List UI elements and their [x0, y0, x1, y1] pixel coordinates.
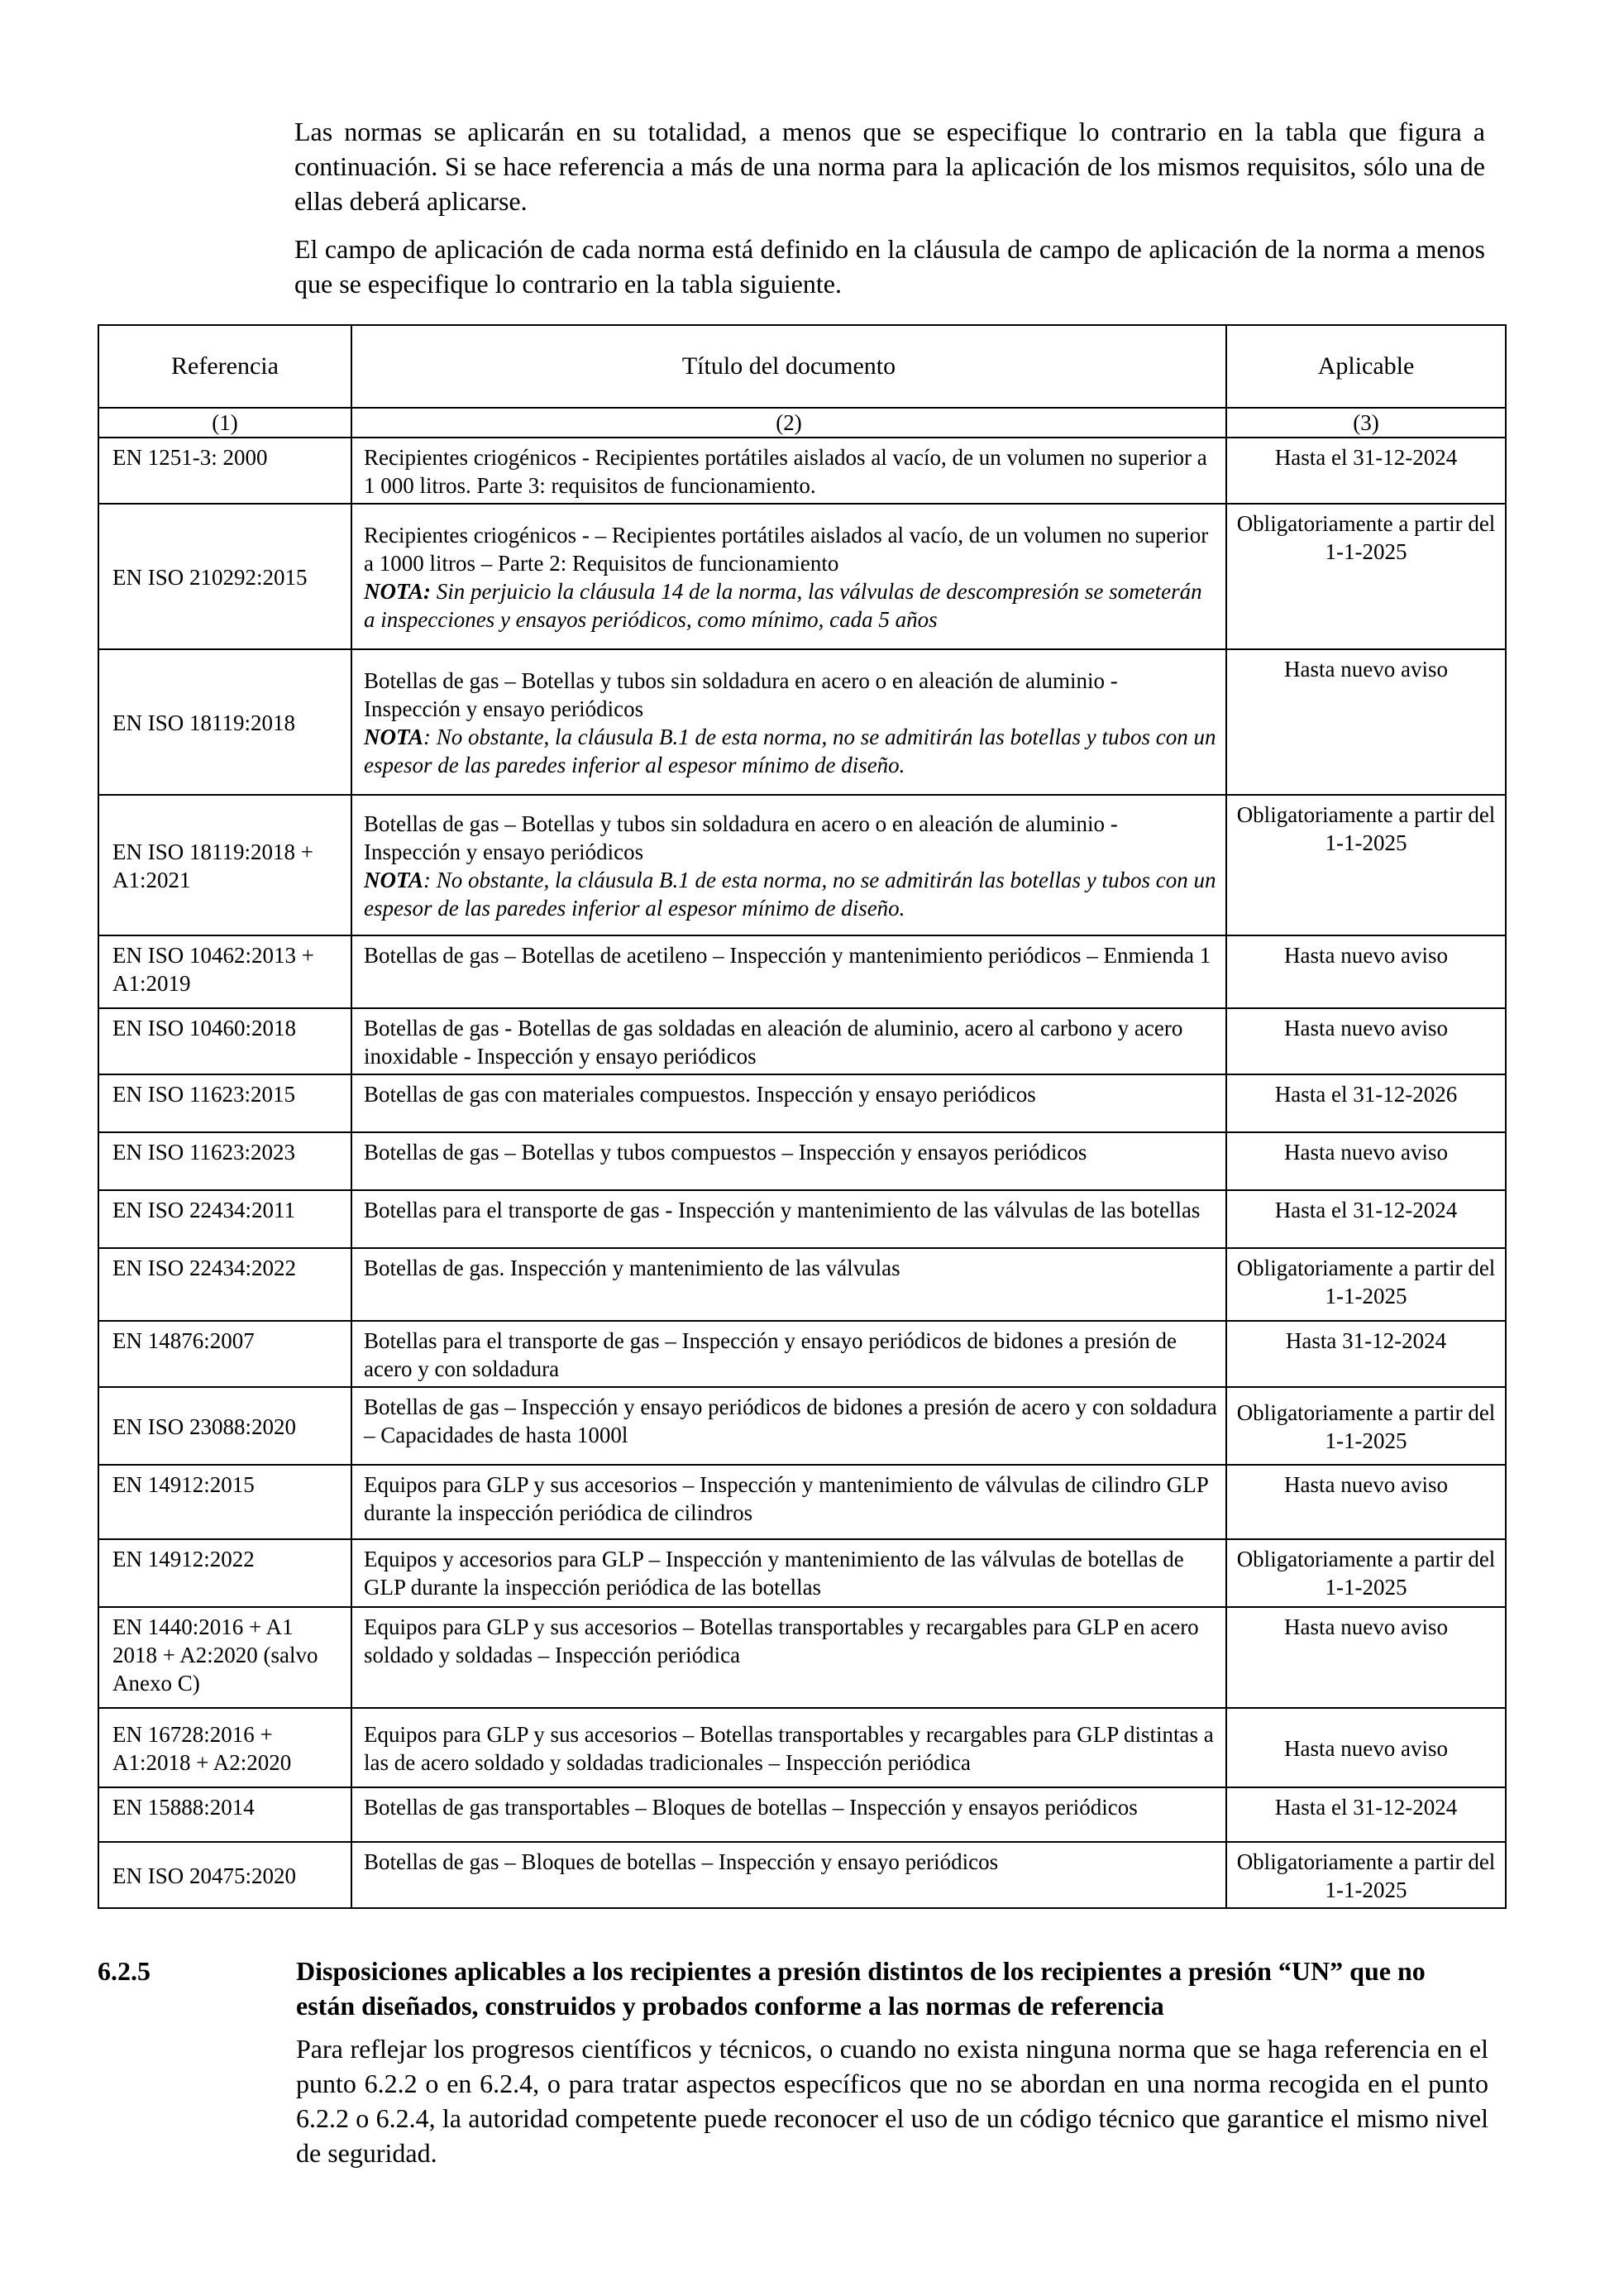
table-row — [98, 1132, 1506, 1190]
applicable-cell: Hasta nuevo aviso — [1226, 1132, 1506, 1190]
section-body: Para reflejar los progresos científicos y técnicos, o cuando no exista ninguna norma que se haga referencia en el punto 6.2.2 o en 6.2.4, o para tratar aspectos específicos que no se abordan en una norma recogida en el punto 6.2.2 o 6.2.4, la autoridad competente puede reconocer el uso de un código técnico que garantice el mismo nivel de seguridad. — [296, 2034, 1488, 2168]
title-cell: Botellas de gas – Botellas de acetileno – Inspección y mantenimiento periódicos – Enmienda 1 — [351, 935, 1226, 1008]
title-cell: Equipos para GLP y sus accesorios – Botellas transportables y recargables para GLP distintas a las de acero soldado y soldadas tradicionales – Inspección periódica — [351, 1708, 1226, 1787]
title-cell: Recipientes criogénicos - Recipientes portátiles aislados al vacío, de un volumen no superior a 1 000 litros. Parte 3: requisitos de funcionamiento. — [351, 438, 1226, 504]
applicable-cell: Obligatoriamente a partir del 1-1-2025 — [1226, 504, 1506, 649]
table-row — [98, 1074, 1506, 1132]
reference-cell: EN ISO 22434:2011 — [98, 1190, 351, 1248]
note-body: : No obstante, la cláusula B.1 de esta norma, no se admitirán las botellas y tubos con un espesor de las paredes inferior al espesor mínimo de diseño. — [364, 725, 1216, 777]
title-cell: Equipos y accesorios para GLP – Inspección y mantenimiento de las válvulas de botellas de GLP durante la inspección periódica de las botellas — [351, 1539, 1226, 1607]
reference-cell: EN ISO 11623:2015 — [98, 1074, 351, 1132]
title-cell — [351, 649, 1226, 795]
reference-cell: EN ISO 18119:2018 — [98, 649, 351, 795]
title-cell: Equipos para GLP y sus accesorios – Botellas transportables y recargables para GLP en acero soldado y soldadas – Inspección periódica — [351, 1607, 1226, 1708]
applicable-cell: Obligatoriamente a partir del 1-1-2025 — [1226, 795, 1506, 935]
title-cell: Botellas para el transporte de gas - Inspección y mantenimiento de las válvulas de las botellas — [351, 1190, 1226, 1248]
column-number-3: (3) — [1226, 408, 1506, 438]
applicable-cell: Obligatoriamente a partir del 1-1-2025 — [1226, 1842, 1506, 1908]
reference-cell: EN 14912:2015 — [98, 1465, 351, 1539]
reference-cell: EN ISO 10462:2013 + A1:2019 — [98, 935, 351, 1008]
applicable-cell: Hasta el 31-12-2026 — [1226, 1074, 1506, 1132]
applicable-cell: Hasta nuevo aviso — [1226, 935, 1506, 1008]
table-row — [98, 438, 1506, 504]
title-cell: Botellas de gas. Inspección y mantenimiento de las válvulas — [351, 1248, 1226, 1321]
header-applicable: Aplicable — [1226, 325, 1506, 408]
note-label: NOTA — [364, 868, 424, 892]
applicable-cell: Hasta 31-12-2024 — [1226, 1321, 1506, 1387]
applicable-cell: Hasta nuevo aviso — [1226, 649, 1506, 795]
reference-cell: EN 1251-3: 2000 — [98, 438, 351, 504]
table-row — [98, 1607, 1506, 1708]
table-row — [98, 1708, 1506, 1787]
table-row — [98, 1842, 1506, 1908]
reference-cell: EN ISO 18119:2018 + A1:2021 — [98, 795, 351, 935]
section-6-2-5 — [98, 1954, 1505, 2170]
table-row — [98, 1787, 1506, 1842]
title-text: Botellas de gas – Botellas y tubos sin soldadura en acero o en aleación de aluminio - Inspección y ensayo periódicos — [364, 811, 1118, 864]
table-row — [98, 1248, 1506, 1321]
reference-cell: EN 16728:2016 + A1:2018 + A2:2020 — [98, 1708, 351, 1787]
title-cell: Botellas de gas – Bloques de botellas – Inspección y ensayo periódicos — [351, 1842, 1226, 1908]
title-cell — [351, 504, 1226, 649]
title-cell: Botellas de gas transportables – Bloques de botellas – Inspección y ensayos periódicos — [351, 1787, 1226, 1842]
header-document-title: Título del documento — [351, 325, 1226, 408]
reference-cell: EN ISO 11623:2023 — [98, 1132, 351, 1190]
intro-paragraph-2: El campo de aplicación de cada norma está definido en la cláusula de campo de aplicación de la norma a menos que se especifique lo contrario en la tabla siguiente. — [294, 234, 1485, 299]
reference-cell: EN ISO 210292:2015 — [98, 504, 351, 649]
header-reference: Referencia — [98, 325, 351, 408]
section-title: Disposiciones aplicables a los recipientes a presión distintos de los recipientes a presión “UN” que no están diseñados, construidos y probados conforme a las normas de referencia — [296, 1956, 1426, 2021]
table-row — [98, 1190, 1506, 1248]
reference-cell: EN ISO 20475:2020 — [98, 1842, 351, 1908]
applicable-cell: Obligatoriamente a partir del 1-1-2025 — [1226, 1387, 1506, 1465]
applicable-cell: Hasta el 31-12-2024 — [1226, 438, 1506, 504]
applicable-cell: Obligatoriamente a partir del 1-1-2025 — [1226, 1248, 1506, 1321]
note-text — [364, 577, 1217, 634]
note-text — [364, 723, 1217, 779]
section-heading — [98, 1954, 1505, 2023]
table-row — [98, 1539, 1506, 1607]
reference-cell: EN 15888:2014 — [98, 1787, 351, 1842]
reference-cell: EN ISO 22434:2022 — [98, 1248, 351, 1321]
title-cell: Botellas de gas – Botellas y tubos compuestos – Inspección y ensayos periódicos — [351, 1132, 1226, 1190]
reference-cell: EN ISO 10460:2018 — [98, 1008, 351, 1074]
applicable-cell: Hasta el 31-12-2024 — [1226, 1787, 1506, 1842]
table-row — [98, 504, 1506, 649]
intro-text — [294, 114, 1485, 314]
title-cell: Botellas para el transporte de gas – Inspección y ensayo periódicos de bidones a presión de acero y con soldadura — [351, 1321, 1226, 1387]
title-cell — [351, 795, 1226, 935]
applicable-cell: Hasta nuevo aviso — [1226, 1465, 1506, 1539]
reference-cell: EN ISO 23088:2020 — [98, 1387, 351, 1465]
table-row — [98, 1465, 1506, 1539]
applicable-cell: Hasta nuevo aviso — [1226, 1008, 1506, 1074]
standards-table — [98, 324, 1507, 1909]
table-row — [98, 795, 1506, 935]
title-text: Botellas de gas – Botellas y tubos sin soldadura en acero o en aleación de aluminio - Inspección y ensayo periódicos — [364, 668, 1118, 721]
intro-paragraph-1: Las normas se aplicarán en su totalidad, a menos que se especifique lo contrario en la tabla que figura a continuación. Si se hace referencia a más de una norma para la aplicación de los mismos requisitos, sólo una de ellas deberá aplicarse. — [294, 117, 1485, 216]
reference-cell: EN 1440:2016 + A1 2018 + A2:2020 (salvo Anexo C) — [98, 1607, 351, 1708]
table-row — [98, 1008, 1506, 1074]
table-column-number-row — [98, 408, 1506, 438]
applicable-cell: Hasta el 31-12-2024 — [1226, 1190, 1506, 1248]
section-number: 6.2.5 — [98, 1956, 150, 1986]
title-cell: Equipos para GLP y sus accesorios – Inspección y mantenimiento de válvulas de cilindro GLP durante la inspección periódica de cilindros — [351, 1465, 1226, 1539]
note-label: NOTA — [364, 725, 424, 749]
title-text: Recipientes criogénicos - – Recipientes portátiles aislados al vacío, de un volumen no superior a 1000 litros – Parte 2: Requisitos de funcionamiento — [364, 523, 1209, 576]
title-cell: Botellas de gas con materiales compuestos. Inspección y ensayo periódicos — [351, 1074, 1226, 1132]
column-number-1: (1) — [98, 408, 351, 438]
table-row — [98, 935, 1506, 1008]
applicable-cell: Hasta nuevo aviso — [1226, 1607, 1506, 1708]
table-row — [98, 1321, 1506, 1387]
note-body: Sin perjuicio la cláusula 14 de la norma, las válvulas de descompresión se someterán a inspecciones y ensayos periódicos, como mínimo, cada 5 años — [364, 579, 1202, 632]
title-cell: Botellas de gas – Inspección y ensayo periódicos de bidones a presión de acero y con soldadura – Capacidades de hasta 1000l — [351, 1387, 1226, 1465]
applicable-cell: Hasta nuevo aviso — [1226, 1708, 1506, 1787]
note-text — [364, 866, 1217, 922]
applicable-cell: Obligatoriamente a partir del 1-1-2025 — [1226, 1539, 1506, 1607]
title-cell: Botellas de gas - Botellas de gas soldadas en aleación de aluminio, acero al carbono y acero inoxidable - Inspección y ensayo periódicos — [351, 1008, 1226, 1074]
table-header-row — [98, 325, 1506, 408]
reference-cell: EN 14876:2007 — [98, 1321, 351, 1387]
note-label: NOTA: — [364, 579, 431, 604]
note-body: : No obstante, la cláusula B.1 de esta norma, no se admitirán las botellas y tubos con un espesor de las paredes inferior al espesor mínimo de diseño. — [364, 868, 1216, 921]
table-row — [98, 1387, 1506, 1465]
reference-cell: EN 14912:2022 — [98, 1539, 351, 1607]
table-row — [98, 649, 1506, 795]
column-number-2: (2) — [351, 408, 1226, 438]
